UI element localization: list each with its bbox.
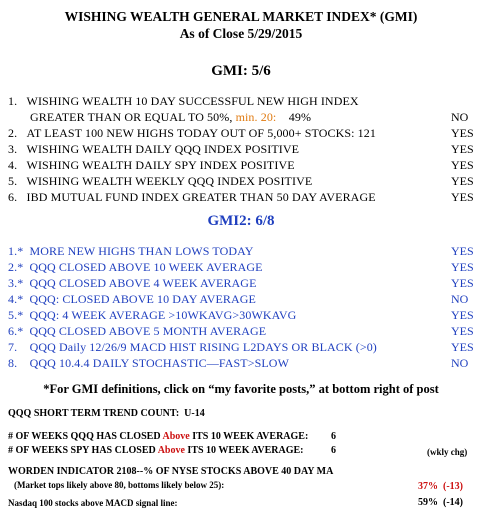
- gmi-score: GMI: 5/6: [211, 63, 271, 79]
- answer: YES: [451, 174, 474, 188]
- gmi2-item-3: [8, 276, 257, 291]
- gmi2-item-8: [8, 356, 289, 371]
- nasdaq-percent: 59%: [418, 497, 438, 508]
- qqq-weeks-value: 6: [331, 431, 336, 442]
- worden-indicator-value: [418, 481, 463, 492]
- weeks-label: # OF WEEKS QQQ HAS CLOSED: [8, 431, 161, 442]
- gmi-item-1: [8, 94, 359, 109]
- answer: YES: [451, 158, 474, 172]
- worden-change: (-13): [443, 481, 463, 492]
- item-num: 7.: [8, 340, 18, 354]
- answer: YES: [451, 142, 474, 156]
- gmi2-item-1: [8, 244, 254, 259]
- answer: YES: [451, 340, 474, 354]
- item-num: 5.: [8, 174, 18, 188]
- item-text: QQQ: 4 WEEK AVERAGE >10WKAVG>30WKAVG: [29, 308, 297, 322]
- answer: YES: [451, 324, 474, 338]
- item-num: 3.: [8, 142, 18, 156]
- trend-value: U-14: [184, 408, 205, 419]
- item-text: WISHING WEALTH 10 DAY SUCCESSFUL NEW HIGH INDEX: [26, 94, 359, 108]
- item-num: 3.*: [8, 276, 24, 290]
- item-num: 1.: [8, 94, 18, 108]
- gmi2-item-4: [8, 292, 256, 307]
- nasdaq-macd-value: [418, 497, 463, 508]
- gmi2-item-2: [8, 260, 263, 275]
- weeks-label-post: ITS 10 WEEK AVERAGE:: [192, 431, 309, 442]
- above-word: Above: [157, 445, 185, 456]
- qqq-weeks-above: [8, 431, 308, 442]
- item-text: IBD MUTUAL FUND INDEX GREATER THAN 50 DAY AVERAGE: [26, 190, 376, 204]
- gmi2-item-7: [8, 340, 377, 355]
- item-text: AT LEAST 100 NEW HIGHS TODAY OUT OF 5,000+ STOCKS: 121: [26, 126, 376, 140]
- trend-count: [8, 408, 205, 419]
- gmi2-score: GMI2: 6/8: [207, 213, 275, 229]
- item-num: 2.*: [8, 260, 24, 274]
- weeks-label-post: ITS 10 WEEK AVERAGE:: [187, 445, 304, 456]
- item-num: 6.: [8, 190, 18, 204]
- worden-percent: 37%: [418, 481, 438, 492]
- above-word: Above: [162, 431, 190, 442]
- item-text: QQQ 10.4.4 DAILY STOCHASTIC—FAST>SLOW: [29, 356, 289, 370]
- gmi2-item-5: [8, 308, 296, 323]
- gmi-item-2: [8, 126, 376, 141]
- gmi-item-4: [8, 158, 295, 173]
- item-text: QQQ CLOSED ABOVE 10 WEEK AVERAGE: [29, 260, 263, 274]
- answer: NO: [451, 110, 469, 124]
- item-text: QQQ Daily 12/26/9 MACD HIST RISING L2DAYS OR BLACK (>0): [29, 340, 377, 354]
- gmi-definitions-note: *For GMI definitions, click on “my favorite posts,” at bottom right of post: [43, 382, 439, 396]
- answer: YES: [451, 308, 474, 322]
- nasdaq-macd-label: Nasdaq 100 stocks above MACD signal line:: [8, 498, 178, 508]
- item-num: 8.: [8, 356, 18, 370]
- item-num: 4.: [8, 158, 18, 172]
- answer: NO: [451, 356, 469, 370]
- item-num: 2.: [8, 126, 18, 140]
- item-text: MORE NEW HIGHS THAN LOWS TODAY: [29, 244, 254, 258]
- item-num: 1.*: [8, 244, 24, 258]
- page-subtitle: As of Close 5/29/2015: [179, 26, 303, 41]
- min-threshold: min. 20:: [235, 110, 277, 124]
- gmi-item-3: [8, 142, 299, 157]
- gmi2-item-6: [8, 324, 266, 339]
- answer: NO: [451, 292, 469, 306]
- item-num: 5.*: [8, 308, 24, 322]
- item-num: 4.*: [8, 292, 24, 306]
- worden-indicator-label: WORDEN INDICATOR 2108--% OF NYSE STOCKS ABOVE 40 DAY MA: [8, 466, 334, 477]
- item-num: 6.*: [8, 324, 24, 338]
- page-title: WISHING WEALTH GENERAL MARKET INDEX* (GMI): [64, 9, 418, 24]
- item-text: GREATER THAN OR EQUAL TO 50%,: [30, 110, 233, 124]
- trend-label: QQQ SHORT TERM TREND COUNT:: [8, 408, 180, 419]
- nasdaq-change: (-14): [443, 497, 463, 508]
- answer: YES: [451, 276, 474, 290]
- answer: YES: [451, 190, 474, 204]
- item-text: QQQ: CLOSED ABOVE 10 DAY AVERAGE: [29, 292, 256, 306]
- item-text: QQQ CLOSED ABOVE 5 MONTH AVERAGE: [29, 324, 267, 338]
- answer: YES: [451, 260, 474, 274]
- weeks-label: # OF WEEKS SPY HAS CLOSED: [8, 445, 156, 456]
- item-text: WISHING WEALTH DAILY QQQ INDEX POSITIVE: [26, 142, 300, 156]
- item-text: WISHING WEALTH DAILY SPY INDEX POSITIVE: [26, 158, 295, 172]
- item-value: 49%: [288, 110, 312, 124]
- spy-weeks-above: [8, 445, 303, 456]
- weekly-change-label: (wkly chg): [427, 447, 468, 457]
- worden-indicator-note: (Market tops likely above 80, bottoms likely below 25):: [14, 480, 225, 490]
- answer: YES: [451, 126, 474, 140]
- answer: YES: [451, 244, 474, 258]
- gmi-item-5: [8, 174, 312, 189]
- gmi-item-6: [8, 190, 376, 205]
- spy-weeks-value: 6: [331, 445, 336, 456]
- item-text: QQQ CLOSED ABOVE 4 WEEK AVERAGE: [29, 276, 257, 290]
- gmi-item-1b: [30, 110, 311, 125]
- item-text: WISHING WEALTH WEEKLY QQQ INDEX POSITIVE: [26, 174, 313, 188]
